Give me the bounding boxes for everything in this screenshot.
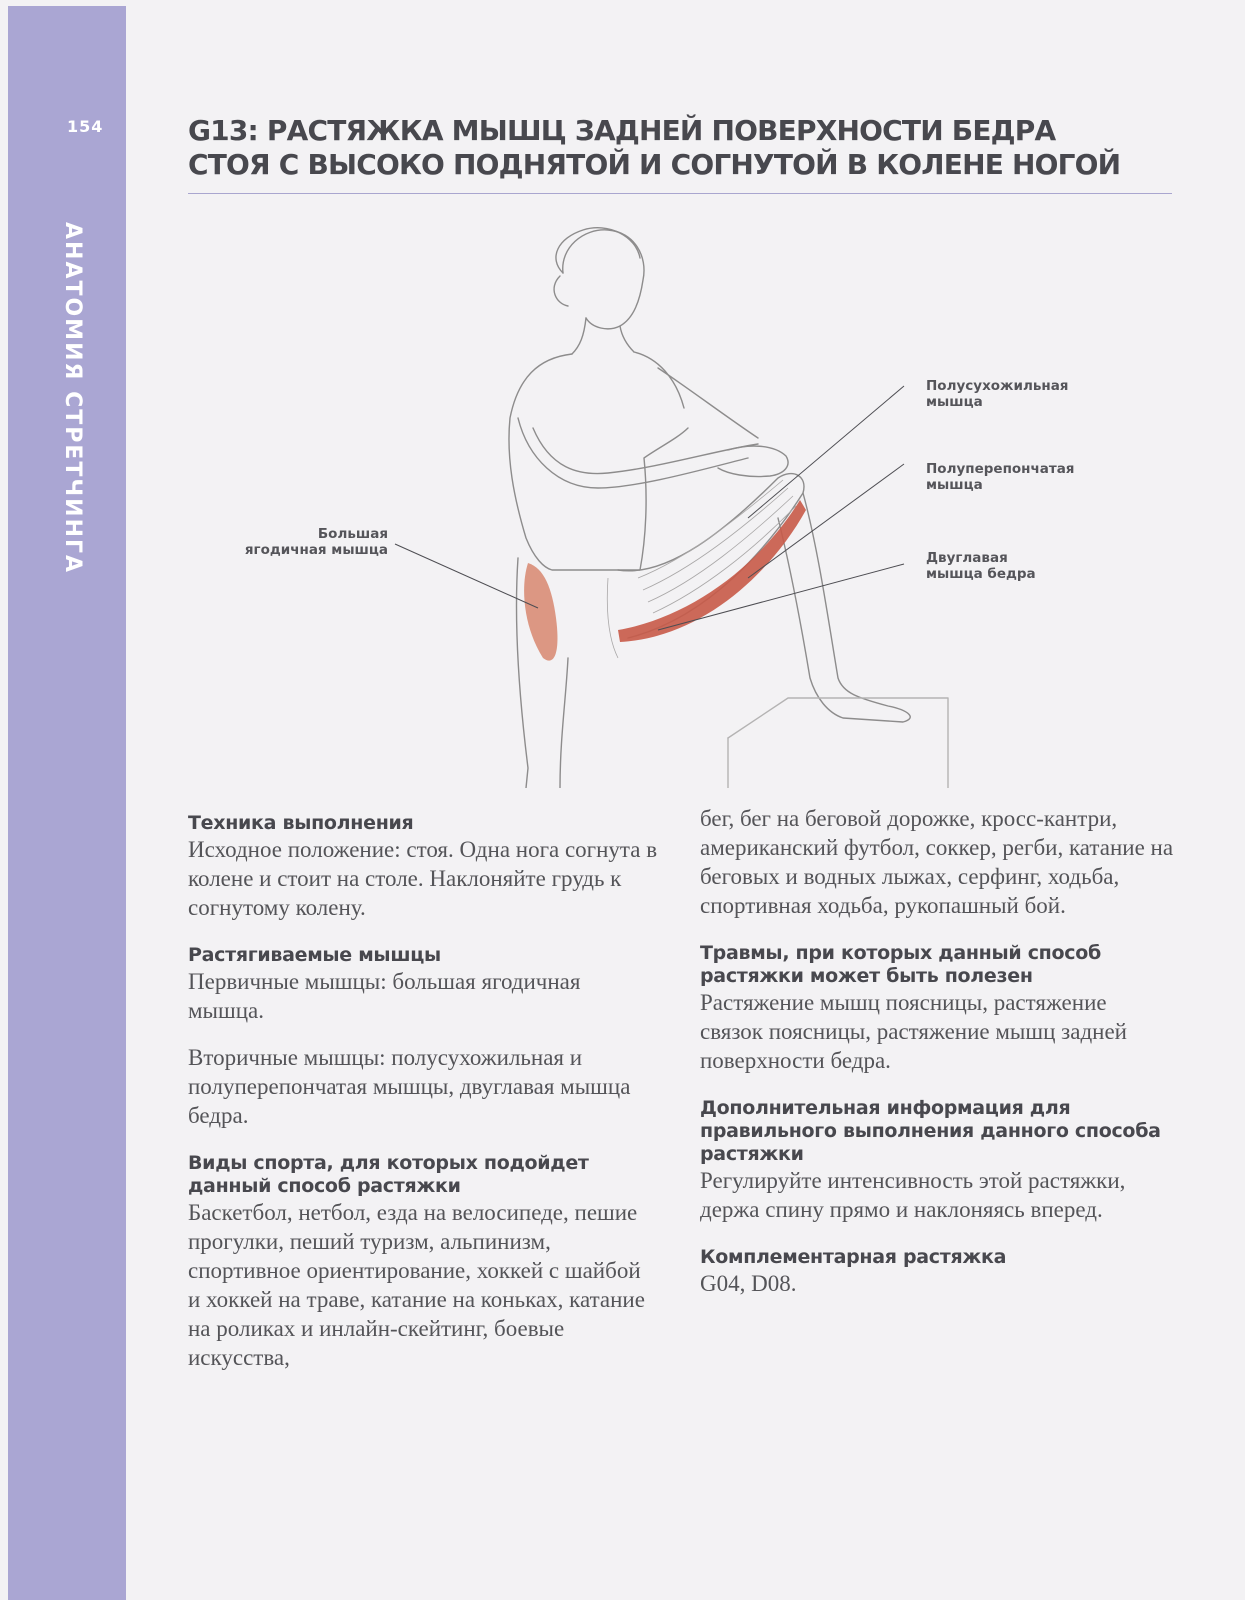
technique-section — [188, 812, 658, 922]
sports-text-left: Баскетбол, нетбол, езда на велосипеде, пешие прогулки, пеший туризм, альпинизм, спортивное ориентирование, хоккей с шайбой и хоккей на траве, катание на коньках, катание на роликах и инлайн-скейтинг, боевые искусства, — [188, 1200, 645, 1370]
hands — [718, 446, 788, 476]
right-column — [700, 806, 1175, 1320]
label-biceps-femoris: Двуглавая мышца бедра — [926, 550, 1036, 582]
label-semitendinosus: Полусухожильная мышца — [926, 378, 1069, 410]
gluteus-muscle — [524, 563, 557, 661]
muscles-heading: Растягиваемые мышцы — [188, 944, 441, 966]
muscles-section — [188, 944, 658, 1130]
head — [563, 230, 644, 329]
sports-text-right: бег, бег на беговой дорожке, кросс-кантри, американский футбол, соккер, регби, катание на беговых и водных лыжах, серфинг, ходьба, спортивная ходьба, рукопашный бой. — [700, 806, 1174, 918]
title-divider — [188, 193, 1172, 194]
torso — [509, 354, 688, 570]
additional-info-heading: Дополнительная информация для правильного выполнения данного способа растяжки — [700, 1097, 1161, 1165]
page-number: 154 — [67, 117, 104, 136]
neck — [572, 318, 586, 354]
anatomy-figure — [188, 218, 1178, 788]
additional-info-section — [700, 1097, 1175, 1224]
label-semimembranosus: Полуперепончатая мышца — [926, 461, 1075, 493]
left-column — [188, 812, 658, 1394]
injuries-heading: Травмы, при которых данный способ растяжки может быть полезен — [700, 942, 1101, 987]
right-arm — [658, 368, 758, 438]
muscles-secondary-text: Вторичные мышцы: полусухожильная и полуперепончатая мышцы, двуглавая мышца бедра. — [188, 1045, 631, 1128]
complementary-text: G04, D08. — [700, 1271, 797, 1296]
injuries-text: Растяжение мышц поясницы, растяжение связок поясницы, растяжение мышц задней поверхности бедра. — [700, 990, 1127, 1073]
box — [728, 698, 948, 788]
sports-heading: Виды спорта, для которых подойдет данный способ растяжки — [188, 1152, 589, 1197]
muscles-primary-text: Первичные мышцы: большая ягодичная мышца. — [188, 969, 581, 1023]
stretch-illustration — [188, 218, 1178, 788]
page-title-line-2: СТОЯ С ВЫСОКО ПОДНЯТОЙ И СОГНУТОЙ В КОЛЕНЕ НОГОЙ — [188, 148, 1121, 181]
hair — [556, 228, 640, 273]
complementary-heading: Комплементарная растяжка — [700, 1246, 1007, 1268]
bent-shin — [778, 493, 910, 722]
leader-semimembranosus — [748, 464, 904, 578]
page-title — [188, 114, 1148, 182]
sports-section — [188, 1152, 658, 1372]
technique-heading: Техника выполнения — [188, 812, 414, 834]
injuries-section — [700, 942, 1175, 1075]
label-gluteus-maximus: Большая ягодичная мышца — [244, 526, 388, 558]
section-title: АНАТОМИЯ СТРЕТЧИНГА — [60, 222, 85, 575]
leader-semitendinosus — [748, 386, 904, 518]
complementary-section — [700, 1246, 1175, 1298]
page-title-line-1: G13: РАСТЯЖКА МЫШЦ ЗАДНЕЙ ПОВЕРХНОСТИ БЕДРА — [188, 114, 1056, 147]
technique-text: Исходное положение: стоя. Одна нога согнута в колене и стоит на столе. Наклоняйте грудь к согнутому колену. — [188, 837, 658, 920]
sports-continued — [700, 804, 1175, 920]
additional-info-text: Регулируйте интенсивность этой растяжки, держа спину прямо и наклоняясь вперед. — [700, 1168, 1126, 1222]
leader-biceps-femoris — [658, 564, 904, 630]
